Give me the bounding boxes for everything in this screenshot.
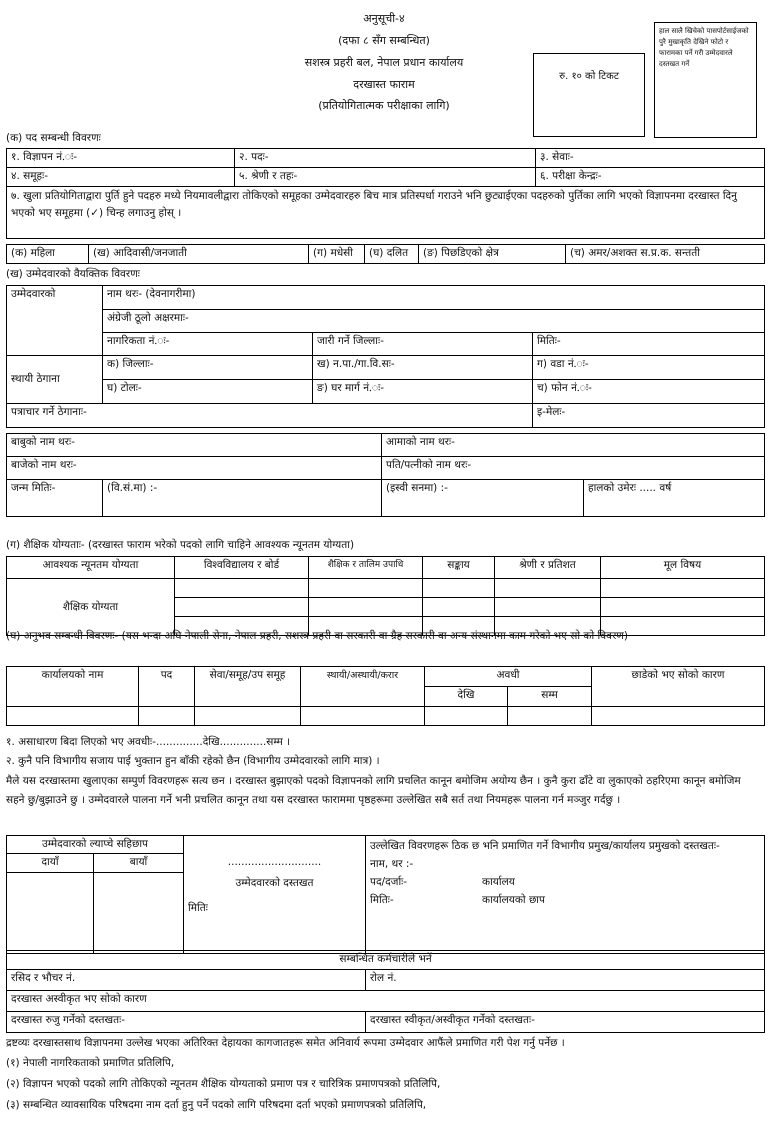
left-thumb-label: बायाँ [94,854,184,873]
verifier-office-label: कार्यालय [482,876,515,888]
citizenship-no-field[interactable]: नागरिकता नं.ः- [103,333,313,356]
exp-cell[interactable] [508,707,592,726]
edu-header-faculty: सङ्काय [423,557,495,579]
exp-cell[interactable] [425,707,508,726]
post-details-table [6,148,765,239]
edu-cell[interactable] [175,598,309,617]
verifier-date-label: मितिः- [370,894,394,906]
candidate-label: उम्मेदवारको [7,286,103,356]
approver-signature-field[interactable]: दरखास्त स्वीकृत/अस्वीकृत गर्नेको दस्तखतः- [366,1012,765,1033]
issued-district-field[interactable]: जारी गर्ने जिल्लाः- [313,333,533,356]
leave-line: १. असाधारण बिदा लिएको भए अवधीः-..............देखि..............सम्म । [6,736,291,748]
right-thumb-box[interactable] [7,873,94,954]
group-dalit[interactable]: (घ) दलित [365,245,419,264]
penalty-line: २. कुनै पनि विभागीय सजाय पाई भुक्तान हुन बाँकी रहेको छैन (विभागीय उम्मेदवारको लागि मात्र) । [6,755,380,767]
exp-header-service: सेवा/समूह/उप समूह [195,667,301,707]
family-details-table [6,433,765,517]
permanent-address-label: स्थायी ठेगाना [7,356,103,404]
exp-header-reason: छाडेको भए सोको कारण [592,667,765,707]
exp-cell[interactable] [195,707,301,726]
note-item-3: (३) सम्बन्धित व्यावसायिक परिषदमा नाम दर्ता हुनु पर्ने पदको लागि परिषदमा दर्ता भएको प्रमाणपत्रको प्रतिलिपि, [6,1099,427,1111]
municipality-field[interactable]: ख) न.पा./गा.वि.सः- [313,356,533,380]
declaration-statement: मैले यस दरखास्तमा खुलाएका सम्पुर्ण विवरणहरू सत्य छन । दरखास्त बुझाएको पदको विज्ञापनको लागि प्रचलित कानून बमोजिम अयोग्य छैन । कुनै कुरा ढाँटे वा लुकाएको ठहरिएमा कानून बमोजिम सहने छु/बुझाउने छु । उम्मेदवारले पालना गर्ने भनी प्रचलित कानून तथा यस दरखास्त फाराममा पृष्ठहरूमा उल्लेखित सबै सर्त तथा नियमहरू पालना गर्न मञ्जुर गर्दछु । [6,775,741,806]
age-field[interactable]: हालको उमेरः ..... वर्ष [584,480,765,517]
verifier-rank-row [370,873,760,891]
edu-header-min-qual: आवश्यक न्यूनतम योग्यता [7,557,175,579]
grandfather-name-field[interactable]: बाजेको नाम थरः- [7,457,382,480]
section-d-title: (घ) अनुभव सम्बन्धी विवरणः- (यस भन्दा अघि नेपाली सेना, नेपाल प्रहरी, सशस्त्र प्रहरी वा सरकारी वा ग्रैह सरकारी वा अन्य संस्थानमा काम गरेको भए सो को विवरण) [6,630,628,642]
group-backward-region[interactable]: (ङ) पिछडिएको क्षेत्र [419,245,566,264]
edu-cell[interactable] [601,579,765,598]
photo-note: हाल सालै खिचेको पासपोर्टसाईजको पुरै मुखाकृति देखिने फोटो र फारामका पर्ने गरी उम्मेदवारले दस्तखत गर्ने [659,27,749,68]
office-stamp-label: कार्यालयको छाप [482,894,545,906]
ward-field[interactable]: ग) वडा नं.ः- [533,356,765,380]
phone-field[interactable]: च) फोन नं.ः- [533,380,765,404]
name-english-field[interactable]: अंग्रेजी ठूलो अक्षरमाः- [103,310,765,333]
edu-cell[interactable] [309,579,423,598]
edu-cell[interactable] [423,579,495,598]
verifier-name-label: नाम, थर :- [370,858,414,870]
rule-label: (दफा ८ सँग सम्बन्धित) [338,34,430,47]
section-a-title: (क) पद सम्बन्धी विवरणः [6,132,101,144]
candidate-signature-cell[interactable] [184,836,366,954]
ticket-label: रु. १० को टिकट [559,71,619,82]
exp-header-status: स्थायी/अस्थायी/करार [301,667,425,707]
edu-cell[interactable] [309,598,423,617]
edu-cell[interactable] [175,579,309,598]
thumbprint-label: उम्मेदवारको ल्याप्चे सहिछाप [7,836,184,854]
verifier-rank-label: पद/दर्जाः- [370,876,408,888]
advert-no-field[interactable]: १. विज्ञापन नं.ः- [7,149,235,168]
right-thumb-label: दायाँ [7,854,94,873]
exp-header-post: पद [139,667,195,707]
birth-date-ad-field[interactable]: (इस्वी सनमा) :- [382,480,584,517]
roll-no-field[interactable]: रोल नं. [366,970,765,991]
verifier-date-row [370,891,760,909]
exp-header-to: सम्म [508,687,592,707]
checker-signature-field[interactable]: दरखास्त रुजु गर्नेको दस्तखतः- [7,1012,366,1033]
birth-date-label: जन्म मितिः- [7,480,103,517]
exp-header-office: कार्यालयको नाम [7,667,139,707]
mother-name-field[interactable]: आमाको नाम थरः- [382,434,765,457]
group-note: ७. खुला प्रतियोगिताद्वारा पुर्ति हुने पदहरु मध्ये नियमावलीद्वारा तोकिएको समूहका उम्मेदवारहरु बिच मात्र प्रतिस्पर्धा गराउने भनि छुट्याईएका पदहरुको पुर्तिका लागि भएको विज्ञापनमा दरखास्त दिनु भएको भए समूहमा (✓) चिन्ह लगाउनु होस् । [7,187,765,239]
group-indigenous[interactable]: (ख) आदिवासी/जनजाती [89,245,309,264]
experience-table [6,666,765,726]
exp-header-duration: अवधी [425,667,592,687]
note-item-1: (१) नेपाली नागरिकताको प्रमाणित प्रतिलिपि, [6,1057,175,1069]
exp-cell[interactable] [7,707,139,726]
exp-header-from: देखि [425,687,508,707]
district-field[interactable]: क) जिल्लाः- [103,356,313,380]
edu-cell[interactable] [495,579,601,598]
edu-header-major: मूल विषय [601,557,765,579]
group-madhesi[interactable]: (ग) मधेसी [309,245,365,264]
edu-header-university: विश्वविद्यालय र बोर्ड [175,557,309,579]
personal-details-table [6,285,765,428]
office-use-title: सम्बन्धित कर्मचारीले भर्ने [7,951,765,970]
birth-date-bs-field[interactable]: (वि.सं.मा) :- [103,480,382,517]
citizenship-date-field[interactable]: मितिः- [533,333,765,356]
ticket-box [533,53,645,137]
edu-row-label: शैक्षिक योग्यता [7,579,175,636]
form-title: दरखास्त फाराम [353,78,415,91]
receipt-no-field[interactable]: रसिद र भौचर नं. [7,970,366,991]
reject-reason-field[interactable]: दरखास्त अस्वीकृत भए सोको कारण [7,991,765,1012]
exp-cell[interactable] [301,707,425,726]
education-table [6,556,765,636]
group-checkbox-table [6,244,765,264]
form-purpose: (प्रतियोगितात्मक परीक्षाका लागि) [318,99,450,112]
office-use-table [6,950,765,1033]
notes-intro: द्रष्टव्यः दरखास्तसाथ विज्ञापनमा उल्लेख भएका अतिरिक्त देहायका कागजातहरू समेत अनिवार्य रूपमा उम्मेदवार आफैंले प्रमाणित गरी पेश गर्नु पर्नेछ । [6,1037,565,1049]
photo-box[interactable] [654,22,757,138]
service-field[interactable]: ३. सेवाः- [536,149,765,168]
rank-field[interactable]: ५. श्रेणी र तहः- [235,168,536,187]
note-item-2: (२) विज्ञापन भएको पदको लागि तोकिएको न्यूनतम शैक्षिक योग्यताको प्रमाण पत्र र चारित्रिक प्रमाणपत्रको प्रतिलिपि, [6,1078,441,1090]
edu-cell[interactable] [601,598,765,617]
post-field[interactable]: २. पदः- [235,149,536,168]
candidate-date-label: मितिः [188,902,208,914]
signature-table [6,835,765,954]
schedule-label: अनुसूची-४ [363,12,405,25]
house-no-field[interactable]: ङ) घर मार्ग नं.ः- [313,380,533,404]
edu-cell[interactable] [495,598,601,617]
spouse-name-field[interactable]: पति/पत्नीको नाम थरः- [382,457,765,480]
verifier-signature-label: उल्लेखित विवरणहरू ठिक छ भनि प्रमाणित गर्ने विभागीय प्रमुख/कार्यालय प्रमुखको दस्तखतः- [370,840,720,852]
exp-cell[interactable] [139,707,195,726]
postal-address-field[interactable]: पत्राचार गर्ने ठेगानाः- [7,404,533,428]
group-women[interactable]: (क) महिला [7,245,89,264]
edu-header-division: श्रेणी र प्रतिशत [495,557,601,579]
left-thumb-box[interactable] [94,873,184,954]
exam-centre-field[interactable]: ६. परीक्षा केन्द्रः- [536,168,765,187]
verification-cell[interactable] [366,836,765,954]
group-martyr-family[interactable]: (च) अमर/अशक्त स.प्र.क. सन्तती [566,245,765,264]
candidate-signature-label: उम्मेदवारको दस्तखत [235,877,314,889]
email-field[interactable]: इ-मेलः- [533,404,765,428]
name-devanagari-field[interactable]: नाम थरः- (देवनागरीमा) [103,286,765,310]
exp-cell[interactable] [592,707,765,726]
signature-dots: ............................ [227,856,322,868]
edu-header-degree: शैक्षिक र तालिम उपाधि [309,557,423,579]
section-b-title: (ख) उम्मेदवारको वैयक्तिक विवरणः [6,268,140,280]
section-c-title: (ग) शैक्षिक योग्यताः- (दरखास्त फाराम भरेको पदको लागि चाहिने आवश्यक न्यूनतम योग्यता) [6,539,355,551]
father-name-field[interactable]: बाबुको नाम थरः- [7,434,382,457]
office-title: सशस्त्र प्रहरी बल, नेपाल प्रधान कार्यालय [304,56,464,69]
group-field[interactable]: ४. समूहः- [7,168,235,187]
edu-cell[interactable] [423,598,495,617]
tole-field[interactable]: घ) टोलः- [103,380,313,404]
